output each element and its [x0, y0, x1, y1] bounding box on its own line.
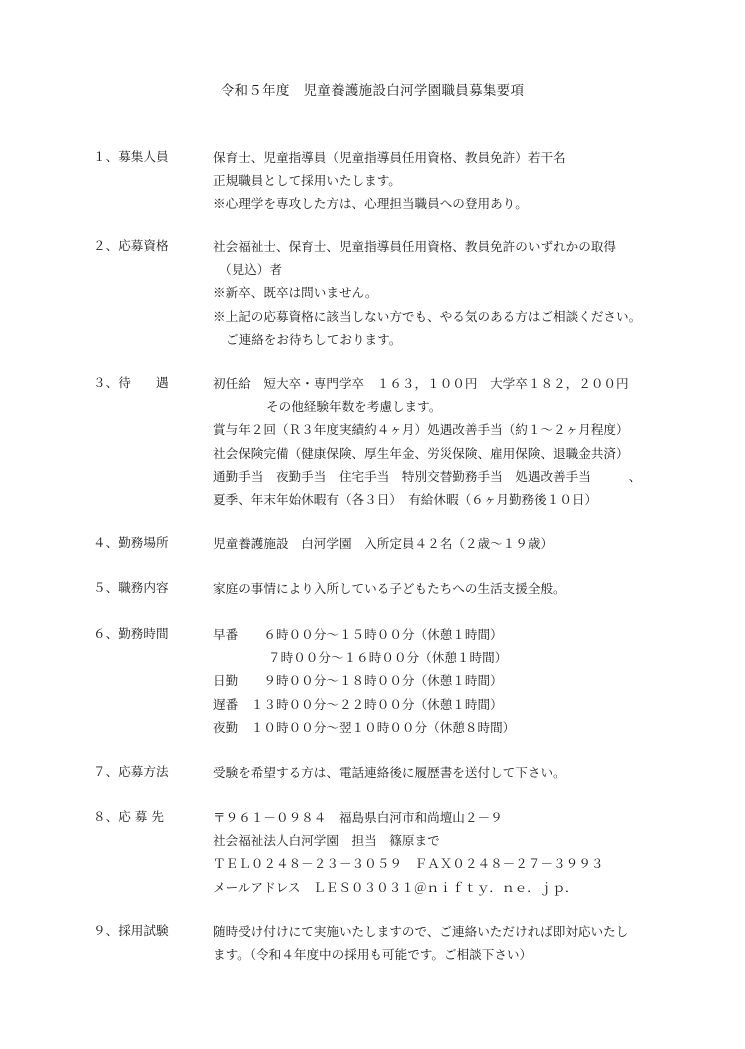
section-label: ３、待 遇: [93, 375, 169, 390]
section-line: メールアドレス ＬＥＳ０３０３１＠ｎｉｆｔｙ．ｎｅ．ｊｐ．: [213, 879, 578, 895]
section-line: 随時受け付けにて実施いたしますので、ご連絡いただければ即対応いたし: [213, 924, 629, 939]
section-line: ※新卒、既卒は問いません。: [213, 285, 378, 301]
page-title: 令和５年度 児童養護施設白河学園職員募集要項: [220, 83, 525, 99]
section-line: ７時００分～１６時００分（休憩１時間）: [268, 650, 508, 666]
section-label: ８、応 募 先: [93, 809, 164, 824]
section-line: 受験を希望する方は、電話連絡後に履歴書を送付して下さい。: [213, 765, 566, 780]
section-label: １、募集人員: [93, 149, 169, 164]
section-line: （見込）者: [219, 262, 282, 278]
section-line: 社会保険完備（健康保険、厚生年金、労災保険、雇用保険、退職金共済）: [213, 445, 629, 461]
section-line: 保育士、児童指導員（児童指導員任用資格、教員免許）若干名: [213, 150, 566, 165]
section-line: 初任給 短大卒・専門学卒 １６３，１００円 大学卒１８２，２００円: [213, 376, 629, 391]
section-line: 遅番 １３時００分～２２時００分（休憩１時間）: [213, 696, 503, 712]
section-line: 夏季、年末年始休暇有（各３日） 有給休暇（６ヶ月勤務後１０日）: [213, 491, 598, 507]
section-label: ５、職務内容: [93, 580, 169, 595]
section-line: ＴＥＬ０２４８－２３－３０５９ ＦＡＸ０２４８－２７－３９９３: [213, 856, 604, 872]
section-line: 〒９６１－０９８４ 福島県白河市和尚壇山２－９: [213, 810, 503, 825]
section-line: ご連絡をお待ちしております。: [226, 331, 402, 347]
section-label: ２、応募資格: [93, 238, 169, 253]
section-line: 夜勤 １０時００分～翌１０時００分（休憩８時間）: [213, 719, 516, 735]
section-line: 通勤手当 夜勤手当 住宅手当 特別交替勤務手当 処遇改善手当 、: [213, 468, 642, 484]
section-label: ７、応募方法: [93, 764, 169, 779]
section-label: ４、勤務場所: [93, 535, 169, 550]
section-line: 正規職員として採用いたします。: [213, 173, 401, 189]
section-line: 賞与年２回（Ｒ３年度実績約４ヶ月）処遇改善手当（約１～２ヶ月程度）: [213, 422, 629, 438]
section-label: ６、勤務時間: [93, 626, 169, 641]
section-line: 家庭の事情により入所している子どもたちへの生活支援全般。: [213, 581, 566, 596]
section-line: ます。（令和４年度中の採用も可能です。ご相談下さい）: [213, 947, 533, 963]
section-label: ９、採用試験: [93, 923, 169, 938]
section-line: その他経験年数を考慮します。: [266, 399, 442, 415]
section-line: ※上記の応募資格に該当しない方でも、やる気のある方はご相談ください。: [213, 308, 642, 324]
section-line: 早番 ６時００分～１５時００分（休憩１時間）: [213, 627, 503, 642]
section-line: 児童養護施設 白河学園 入所定員４２名（２歳～１９歳）: [213, 536, 554, 551]
section-line: 社会福祉士、保育士、児童指導員任用資格、教員免許のいずれかの取得: [213, 239, 616, 254]
section-line: 社会福祉法人白河学園 担当 篠原まで: [213, 833, 440, 849]
section-line: ※心理学を専攻した方は、心理担当職員への登用あり。: [213, 196, 528, 212]
section-line: 日勤 ９時００分～１８時００分（休憩１時間）: [213, 673, 503, 689]
